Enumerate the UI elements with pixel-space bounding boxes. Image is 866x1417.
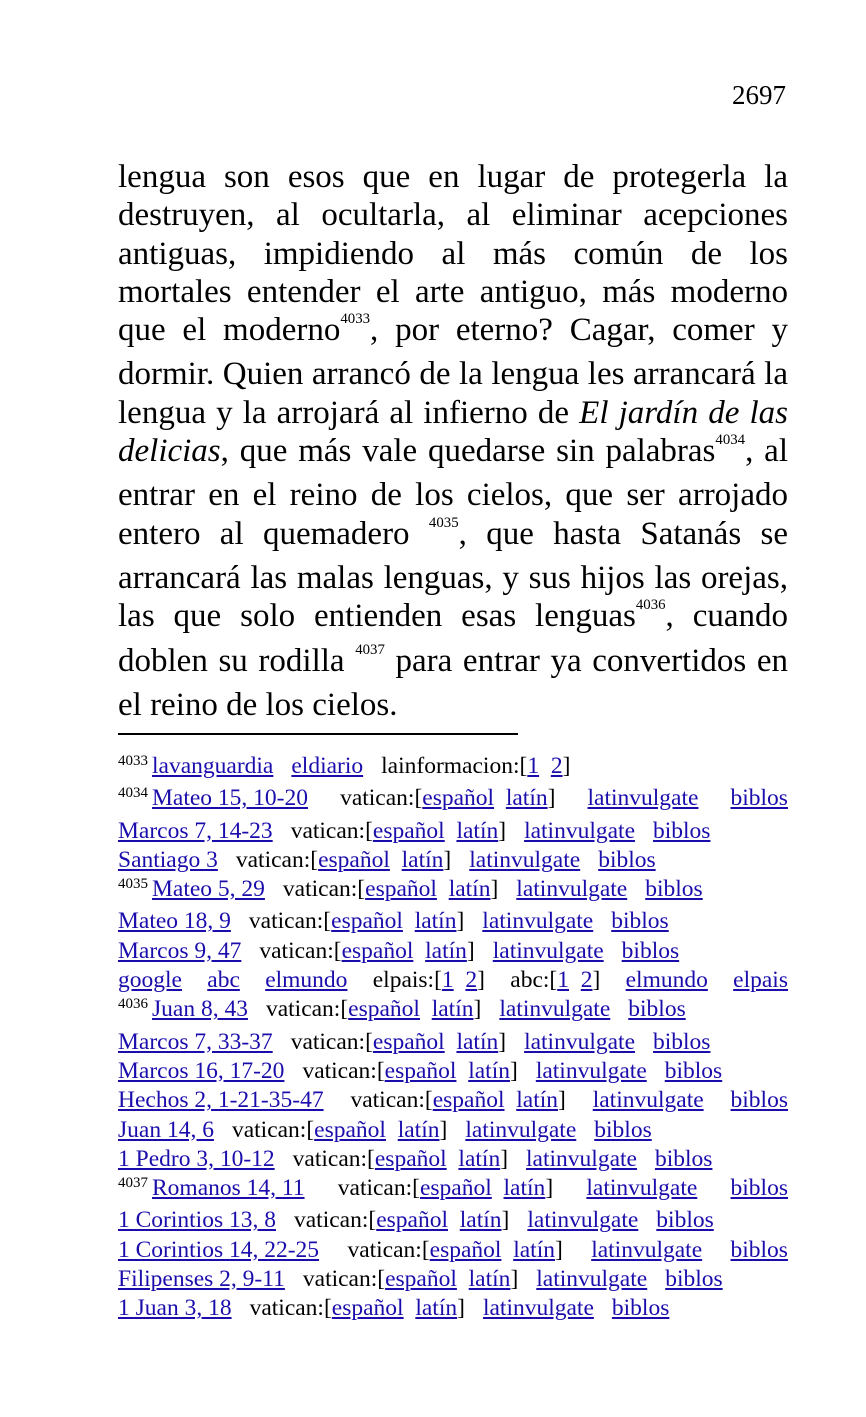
vatican-latin-link[interactable]: latín bbox=[414, 908, 457, 935]
bible-ref-link[interactable]: Filipenses 2, 9-11 bbox=[118, 1266, 285, 1293]
footnote-ref: 4036 bbox=[635, 597, 666, 614]
footnote-4037-line: $^{4037}$ Romanos 14, 11 vatican:[español latín] latinvulgate biblos bbox=[118, 1174, 788, 1206]
vatican-espanol-link[interactable]: español bbox=[314, 1116, 386, 1143]
vatican-espanol-link[interactable]: español bbox=[331, 1295, 404, 1322]
vatican-espanol-link[interactable]: español bbox=[348, 996, 420, 1023]
footnote-4037-line: 1 Corintios 13, 8 vatican:[español latín] latinvulgate biblos bbox=[118, 1206, 788, 1235]
footnote-4037-line: 1 Corintios 14, 22-25 vatican:[español latín] latinvulgate biblos bbox=[118, 1236, 788, 1265]
link-lainformacion-2[interactable]: 2 bbox=[550, 753, 563, 779]
biblos-link[interactable]: biblos bbox=[730, 785, 788, 812]
footnote-number: 4037 bbox=[118, 1175, 148, 1192]
vatican-latin-link[interactable]: latín bbox=[468, 1057, 510, 1084]
footnote-4037-line: Filipenses 2, 9-11 vatican:[español latín] latinvulgate biblos bbox=[118, 1265, 788, 1294]
biblos-link[interactable]: biblos bbox=[598, 846, 656, 873]
latinvulgate-link[interactable]: latinvulgate bbox=[469, 846, 581, 873]
footnote-number: 4035 bbox=[118, 876, 148, 893]
latinvulgate-link[interactable]: latinvulgate bbox=[492, 937, 604, 964]
link-elpais-2[interactable]: 2 bbox=[465, 967, 478, 994]
vatican-latin-link[interactable]: latín bbox=[425, 937, 467, 964]
latinvulgate-link[interactable]: latinvulgate bbox=[592, 1087, 704, 1114]
link-elpais-1[interactable]: 1 bbox=[441, 967, 454, 994]
vatican-latin-link[interactable]: latín bbox=[459, 1207, 502, 1234]
footnote-separator bbox=[118, 733, 518, 735]
footnote-4034-line: $^{4034}$ Mateo 15, 10-20 vatican:[español latín] latinvulgate biblos bbox=[118, 784, 788, 816]
latinvulgate-link[interactable]: latinvulgate bbox=[526, 1145, 637, 1172]
vatican-latin-link[interactable]: latín bbox=[397, 1116, 440, 1143]
footnote-number: 4033 bbox=[118, 753, 148, 769]
link-elpais-3[interactable]: elpais bbox=[733, 967, 788, 994]
vatican-espanol-link[interactable]: español bbox=[385, 1266, 457, 1293]
link-eldiario[interactable]: eldiario bbox=[291, 753, 364, 779]
vatican-latin-link[interactable]: latín bbox=[456, 817, 499, 844]
latinvulgate-link[interactable]: latinvulgate bbox=[586, 1175, 698, 1202]
vatican-latin-link[interactable]: latín bbox=[468, 1266, 511, 1293]
vatican-espanol-link[interactable]: español bbox=[374, 1145, 447, 1172]
footnote-4035-line: Mateo 18, 9 vatican:[español latín] latinvulgate biblos bbox=[118, 907, 788, 936]
latinvulgate-link[interactable]: latinvulgate bbox=[465, 1116, 577, 1143]
footnote-4036-line: Marcos 7, 33-37 vatican:[español latín] latinvulgate biblos bbox=[118, 1028, 788, 1057]
vatican-latin-link[interactable]: latín bbox=[456, 1028, 499, 1055]
bible-ref-link[interactable]: Romanos 14, 11 bbox=[152, 1175, 305, 1202]
vatican-latin-link[interactable]: latín bbox=[505, 785, 548, 812]
bible-ref-link[interactable]: 1 Juan 3, 18 bbox=[118, 1295, 232, 1322]
vatican-espanol-link[interactable]: español bbox=[419, 1175, 492, 1202]
footnote-4036-line: $^{4036}$ Juan 8, 43 vatican:[español latín] latinvulgate biblos bbox=[118, 995, 788, 1027]
bible-ref-link[interactable]: Hechos 2, 1-21-35-47 bbox=[118, 1087, 324, 1114]
vatican-espanol-link[interactable]: español bbox=[341, 937, 414, 964]
vatican-espanol-link[interactable]: español bbox=[372, 817, 445, 844]
vatican-latin-link[interactable]: latín bbox=[513, 1236, 555, 1263]
vatican-espanol-link[interactable]: español bbox=[376, 1207, 448, 1234]
bible-ref-link[interactable]: 1 Corintios 13, 8 bbox=[118, 1207, 276, 1234]
footnote-number: 4034 bbox=[118, 785, 148, 802]
biblos-link[interactable]: biblos bbox=[653, 817, 711, 844]
vatican-espanol-link[interactable]: español bbox=[432, 1087, 505, 1114]
latinvulgate-link[interactable]: latinvulgate bbox=[516, 876, 628, 903]
vatican-espanol-link[interactable]: español bbox=[429, 1236, 502, 1263]
footnote-4034-line: Marcos 7, 14-23 vatican:[español latín] latinvulgate biblos bbox=[118, 817, 788, 846]
vatican-espanol-link[interactable]: español bbox=[372, 1028, 445, 1055]
bible-ref-link[interactable]: Santiago 3 bbox=[118, 846, 218, 873]
biblos-link[interactable]: biblos bbox=[656, 1207, 714, 1234]
bible-ref-link[interactable]: Mateo 5, 29 bbox=[152, 876, 265, 903]
link-elmundo[interactable]: elmundo bbox=[265, 967, 348, 994]
biblos-link[interactable]: biblos bbox=[611, 908, 669, 935]
footnote-4036-line: Juan 14, 6 vatican:[español latín] latinvulgate biblos bbox=[118, 1116, 788, 1145]
latinvulgate-link[interactable]: latinvulgate bbox=[591, 1236, 703, 1263]
artwork-title: El jardín de las delicias bbox=[118, 394, 788, 470]
bible-ref-link[interactable]: 1 Pedro 3, 10-12 bbox=[118, 1145, 275, 1172]
biblos-link[interactable]: biblos bbox=[645, 876, 703, 903]
footnote-4036-line: Hechos 2, 1-21-35-47 vatican:[español latín] latinvulgate biblos bbox=[118, 1086, 788, 1115]
footnote-ref: 4034 bbox=[715, 432, 746, 449]
body-paragraph: lengua son esos que en lugar de protegerla la destruyen, al ocultarla, al eliminar acepciones antiguas, impidiendo al más común de los mortales entender el arte antiguo, más moderno que el moderno$^{4033}$, por eterno? Cagar, comer y dormir. Quien arrancó de la lengua les arrancará la lengua y la arrojará al infierno de El jardín de las delicias, que más vale quedarse sin palabras$^{4034}$, al entrar en el reino de los cielos, que ser arrojado entero al quemadero $^{4035}$, que hasta Satanás se arrancará las malas lenguas, y sus hijos las orejas, las que solo entienden esas lenguas$^{4036}$, cuando doblen su rodilla $^{4037}$ para entrar ya convertidos en el reino de los cielos. bbox=[118, 159, 789, 723]
biblos-link[interactable]: biblos bbox=[664, 1057, 723, 1084]
footnote-ref: 4033 bbox=[340, 311, 371, 328]
vatican-latin-link[interactable]: latín bbox=[503, 1175, 546, 1202]
biblos-link[interactable]: biblos bbox=[628, 996, 686, 1023]
footnote-4036-line: Marcos 16, 17-20 vatican:[español latín] latinvulgate biblos bbox=[118, 1057, 788, 1086]
link-lainformacion-1[interactable]: 1 bbox=[527, 753, 540, 779]
latinvulgate-link[interactable]: latinvulgate bbox=[482, 908, 594, 935]
footnote-4035-line: $^{4035}$ Mateo 5, 29 vatican:[español latín] latinvulgate biblos bbox=[118, 875, 788, 907]
page-number: 2697 bbox=[732, 80, 786, 110]
biblos-link[interactable]: biblos bbox=[654, 1145, 713, 1172]
latinvulgate-link[interactable]: latinvulgate bbox=[587, 785, 699, 812]
vatican-espanol-link[interactable]: español bbox=[422, 785, 495, 812]
biblos-link[interactable]: biblos bbox=[611, 1295, 670, 1322]
vatican-latin-link[interactable]: latín bbox=[516, 1087, 559, 1114]
vatican-latin-link[interactable]: latín bbox=[415, 1295, 458, 1322]
bible-ref-link[interactable]: Juan 14, 6 bbox=[118, 1116, 214, 1143]
latinvulgate-link[interactable]: latinvulgate bbox=[527, 1207, 639, 1234]
vatican-latin-link[interactable]: latín bbox=[401, 846, 444, 873]
bible-ref-link[interactable]: Mateo 15, 10-20 bbox=[152, 785, 308, 812]
footnotes bbox=[118, 752, 788, 1324]
latinvulgate-link[interactable]: latinvulgate bbox=[524, 1028, 635, 1055]
vatican-espanol-link[interactable]: español bbox=[331, 908, 403, 935]
latinvulgate-link[interactable]: latinvulgate bbox=[524, 817, 635, 844]
vatican-espanol-link[interactable]: español bbox=[384, 1057, 457, 1084]
biblos-link[interactable]: biblos bbox=[730, 1087, 788, 1114]
footnote-4035-news-line: google abc elmundo elpais:[1 2] abc:[1 2] elmundo elpais bbox=[118, 966, 788, 995]
biblos-link[interactable]: biblos bbox=[730, 1236, 788, 1263]
footnote-4034-line: Santiago 3 vatican:[español latín] latinvulgate biblos bbox=[118, 846, 788, 875]
vatican-latin-link[interactable]: latín bbox=[458, 1145, 501, 1172]
link-elmundo-2[interactable]: elmundo bbox=[625, 967, 708, 994]
vatican-latin-link[interactable]: latín bbox=[431, 996, 474, 1023]
footnote-ref: 4037 bbox=[355, 641, 385, 658]
bible-ref-link[interactable]: Marcos 9, 47 bbox=[118, 937, 242, 964]
bible-ref-link[interactable]: 1 Corintios 14, 22-25 bbox=[118, 1236, 320, 1263]
footnote-4033: $^{4033}$ lavanguardia eldiario lainformacion:[1 2] bbox=[118, 752, 788, 784]
link-abc-1[interactable]: 1 bbox=[557, 967, 569, 994]
vatican-latin-link[interactable]: latín bbox=[448, 876, 491, 903]
bible-ref-link[interactable]: Marcos 7, 14-23 bbox=[118, 817, 273, 844]
biblos-link[interactable]: biblos bbox=[621, 937, 680, 964]
footnote-4036-line: 1 Pedro 3, 10-12 vatican:[español latín] latinvulgate biblos bbox=[118, 1145, 788, 1174]
footnote-number: 4036 bbox=[118, 996, 148, 1013]
footnote-ref: 4035 bbox=[428, 514, 459, 531]
latinvulgate-link[interactable]: latinvulgate bbox=[499, 996, 611, 1023]
biblos-link[interactable]: biblos bbox=[665, 1266, 723, 1293]
footnote-4035-line: Marcos 9, 47 vatican:[español latín] latinvulgate biblos bbox=[118, 937, 788, 966]
latinvulgate-link[interactable]: latinvulgate bbox=[535, 1057, 647, 1084]
link-google[interactable]: google bbox=[118, 967, 182, 994]
vatican-espanol-link[interactable]: español bbox=[318, 846, 390, 873]
biblos-link[interactable]: biblos bbox=[594, 1116, 652, 1143]
link-lavanguardia[interactable]: lavanguardia bbox=[152, 753, 274, 779]
latinvulgate-link[interactable]: latinvulgate bbox=[536, 1266, 648, 1293]
link-abc-2[interactable]: 2 bbox=[580, 967, 593, 994]
biblos-link[interactable]: biblos bbox=[730, 1175, 788, 1202]
footnote-4037-line: 1 Juan 3, 18 vatican:[español latín] latinvulgate biblos bbox=[118, 1294, 788, 1323]
biblos-link[interactable]: biblos bbox=[653, 1028, 711, 1055]
bible-ref-link[interactable]: Juan 8, 43 bbox=[152, 996, 248, 1023]
link-abc[interactable]: abc bbox=[207, 967, 240, 994]
bible-ref-link[interactable]: Marcos 16, 17-20 bbox=[118, 1057, 285, 1084]
bible-ref-link[interactable]: Mateo 18, 9 bbox=[118, 908, 231, 935]
vatican-espanol-link[interactable]: español bbox=[365, 876, 437, 903]
bible-ref-link[interactable]: Marcos 7, 33-37 bbox=[118, 1028, 273, 1055]
latinvulgate-link[interactable]: latinvulgate bbox=[482, 1295, 594, 1322]
